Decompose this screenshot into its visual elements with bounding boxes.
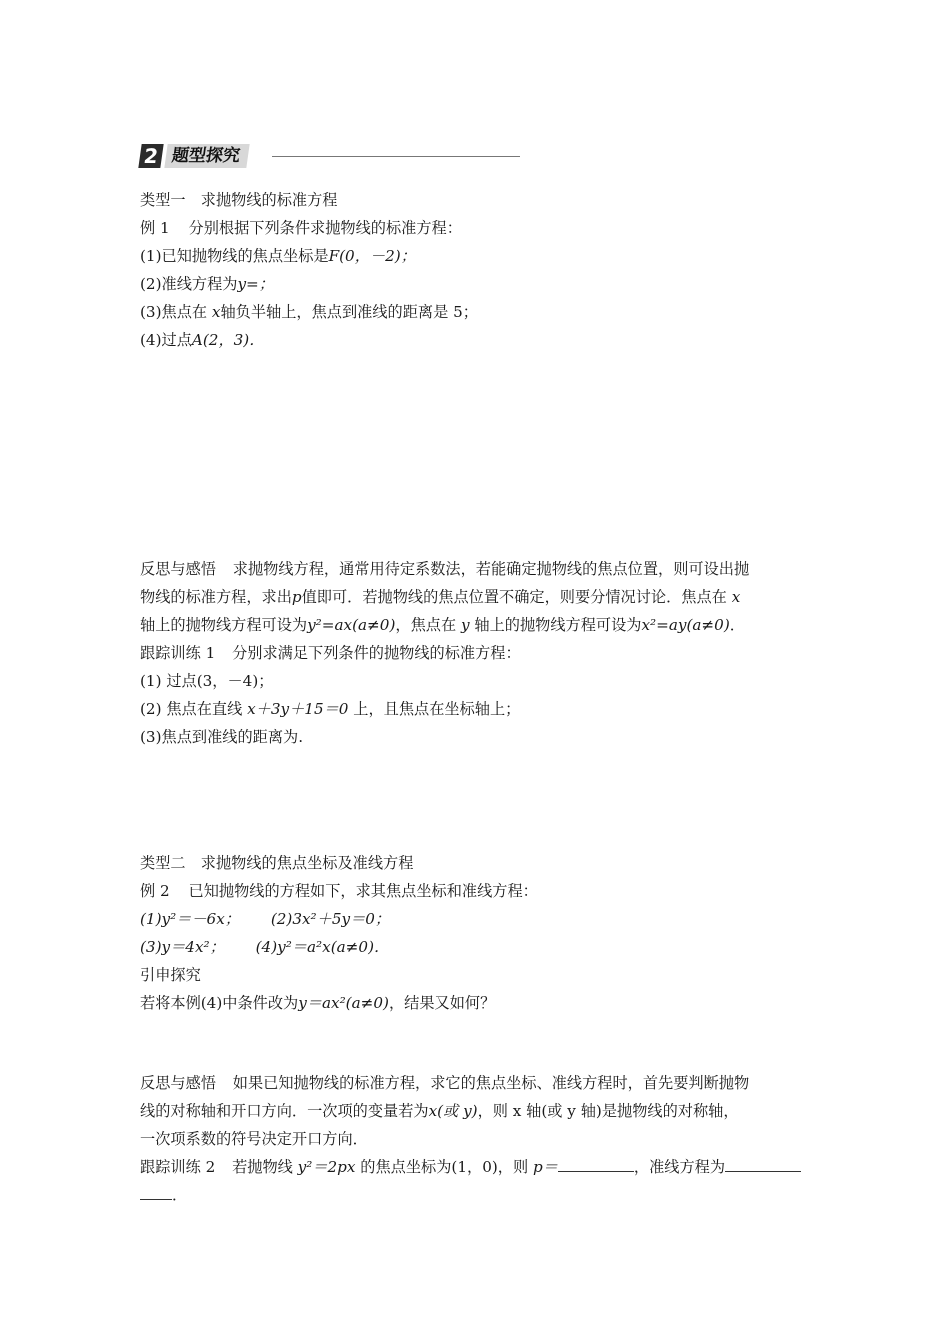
reflection1-label: 反思与感悟 (140, 560, 216, 578)
reflection1-text2: 物线的标准方程，求出 (140, 588, 292, 606)
reflection1-y: y (460, 616, 470, 634)
answer-blank-directrix-2[interactable] (140, 1185, 172, 1200)
example2-eq2: (2)3x²＋5y＝0； (270, 910, 391, 928)
extend-math: y＝ax²(a≠0) (298, 994, 389, 1012)
reflection2-text2c: ，则 x 轴(或 y 轴)是抛物线的对称轴， (477, 1102, 739, 1120)
type2-heading: 类型二 求抛物线的焦点坐标及准线方程 (140, 854, 414, 872)
practice1-item2-math: x＋3y＋15＝0 (247, 700, 349, 718)
reflection1-x: x (731, 588, 741, 606)
item3-var: x (211, 303, 221, 321)
example1 (140, 218, 462, 238)
practice1-label: 跟踪训练 1 (140, 644, 216, 662)
example1-item2 (140, 274, 274, 294)
item1-text: (1)已知抛物线的焦点坐标是 (140, 247, 329, 265)
section-rule (272, 156, 520, 157)
item4-math: A(2，3)． (191, 331, 265, 349)
reflection1-mid2: 轴上的抛物线方程可设为 (474, 616, 642, 634)
practice1-item2-text: (2) 焦点在直线 (140, 700, 243, 718)
practice1-item2 (140, 699, 520, 719)
reflection2-line3: 一次项系数的符号决定开口方向． (140, 1130, 368, 1148)
example2-eq4: (4)y²＝a²x(a≠0)． (255, 938, 390, 956)
item2-text: (2)准线方程为 (140, 275, 238, 293)
practice2-end: ． (172, 1186, 188, 1204)
reflection1-eq1: y²=ax(a≠0) (307, 616, 396, 634)
practice2-label: 跟踪训练 2 (140, 1158, 216, 1176)
extend-label: 引申探究 (140, 966, 201, 984)
reflection1-text2-tail: 值即可．若抛物线的焦点位置不确定，则要分情况讨论．焦点在 (301, 588, 727, 606)
item3-tail: 轴负半轴上，焦点到准线的距离是 5； (220, 303, 478, 321)
practice1-item2-tail: 上，且焦点在坐标轴上； (353, 700, 521, 718)
example2-eq3: (3)y＝4x²； (140, 938, 225, 956)
example2-eq1: (1)y²＝－6x； (140, 910, 240, 928)
reflection2-text2b: x(或 y) (428, 1102, 478, 1120)
answer-blank-p[interactable] (558, 1157, 634, 1172)
section-number: 2 (138, 144, 163, 168)
reflection1-text1: 求抛物线方程，通常用待定系数法，若能确定抛物线的焦点位置，则可设出抛 (232, 560, 750, 578)
example2-row1 (140, 909, 390, 929)
example2 (140, 881, 538, 901)
practice2-text-b: 的焦点坐标为(1，0)，则 (360, 1158, 529, 1176)
practice1-item1: (1) 过点(3，－4)； (140, 672, 274, 690)
reflection2-label: 反思与感悟 (140, 1074, 216, 1092)
reflection1-line2 (140, 587, 740, 607)
practice1 (140, 643, 521, 663)
practice2-p: p＝ (533, 1158, 558, 1176)
example2-text: 已知抛物线的方程如下，求其焦点坐标和准线方程： (188, 882, 538, 900)
practice2-text-c: ，准线方程为 (633, 1158, 726, 1176)
item3-text: (3)焦点在 (140, 303, 208, 321)
reflection1-eq2: x²=ay(a≠0) (641, 616, 730, 634)
reflection2-line2 (140, 1101, 739, 1121)
answer-blank-directrix-1[interactable] (725, 1157, 801, 1172)
practice2-eq: y²＝2px (297, 1158, 356, 1176)
item1-math: F(0，－2)； (328, 247, 416, 265)
practice1-text: 分别求满足下列条件的抛物线的标准方程： (232, 644, 521, 662)
reflection1-line1 (140, 559, 749, 579)
example1-label: 例 1 (140, 219, 170, 237)
practice1-item3: (3)焦点到准线的距离为. (140, 728, 304, 746)
extend-text-a: 若将本例(4)中条件改为 (140, 994, 299, 1012)
practice2-text-a: 若抛物线 (232, 1158, 293, 1176)
reflection1-line3 (140, 615, 745, 635)
reflection1-mid: ，焦点在 (395, 616, 457, 634)
extend-question (140, 993, 495, 1013)
section-header (140, 144, 520, 170)
practice2-line2 (140, 1185, 187, 1205)
example1-item3 (140, 302, 478, 322)
reflection2-line1 (140, 1073, 749, 1093)
example1-item1 (140, 246, 416, 266)
practice2 (140, 1157, 801, 1177)
item4-text: (4)过点 (140, 331, 192, 349)
type1-heading: 类型一 求抛物线的标准方程 (140, 191, 338, 209)
example2-label: 例 2 (140, 882, 170, 900)
example1-item4 (140, 330, 264, 350)
reflection1-p: p (291, 588, 302, 606)
item2-math: y=； (237, 275, 274, 293)
example1-text: 分别根据下列条件求抛物线的标准方程： (188, 219, 462, 237)
example2-row2 (140, 937, 389, 957)
section-title: 题型探究 (164, 144, 249, 168)
reflection1-end: ． (729, 616, 745, 634)
extend-text-b: ，结果又如何？ (388, 994, 496, 1012)
reflection2-text1: 如果已知抛物线的标准方程，求它的焦点坐标、准线方程时，首先要判断抛物 (232, 1074, 750, 1092)
reflection1-text3: 轴上的抛物线方程可设为 (140, 616, 308, 634)
reflection2-text2a: 线的对称轴和开口方向．一次项的变量若为 (140, 1102, 429, 1120)
